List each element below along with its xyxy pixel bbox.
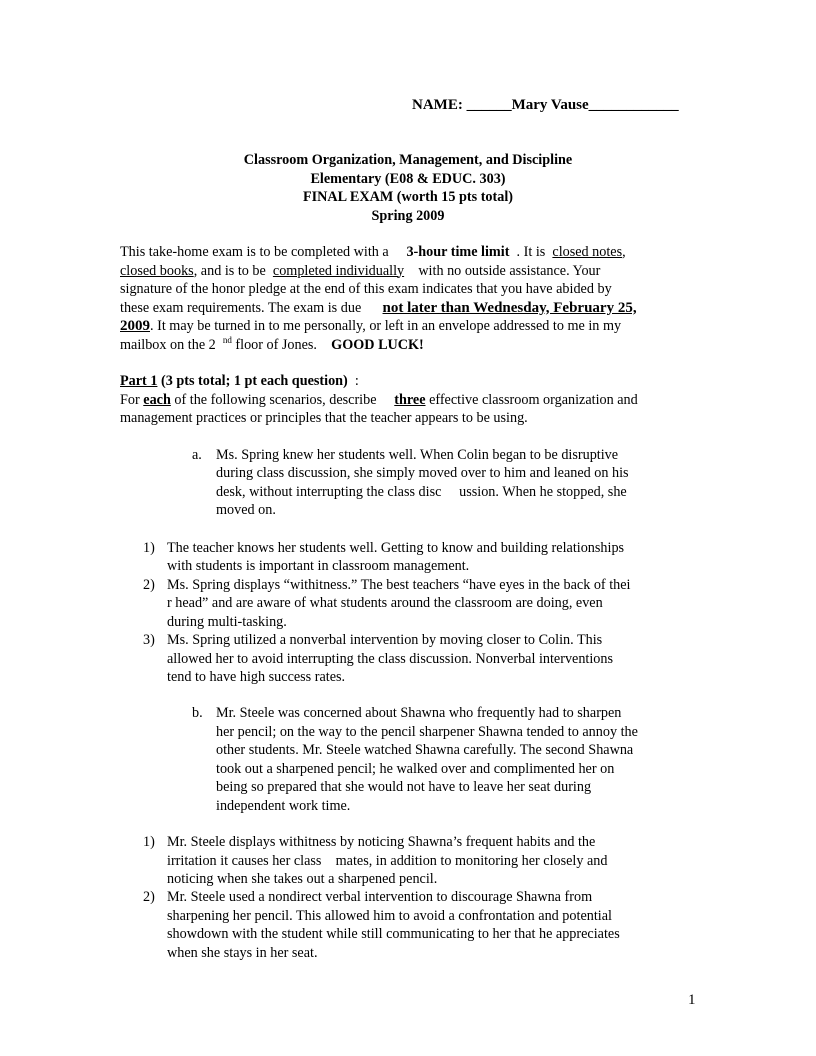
time-limit: 3-hour time limit (406, 244, 510, 260)
good-luck: GOOD LUCK! (331, 336, 424, 353)
intro-line-1: This take-home exam is to be completed with a 3-hour time limit . It is closed notes, (120, 244, 626, 260)
answer-b1: Mr. Steele displays withitness by noticing Shawna’s frequent habits and the irritation it causes her class mates, in addition to monitoring her closely and noticing when she takes out a sharpened pencil. (167, 834, 608, 887)
answer-a1-number: 1) (143, 539, 155, 556)
intro-line-5: 2009. It may be turned in to me personally, or left in an envelope addressed to me in my (120, 318, 622, 334)
course-section: Elementary (E08 & EDUC. 303) (310, 170, 506, 187)
name-value: ______Mary Vause____________ (466, 97, 679, 113)
part1-title: Part 1 (120, 373, 158, 389)
answer-a2-number: 2) (143, 576, 155, 593)
intro-line-3: signature of the honor pledge at the end of this exam indicates that you have abided by (120, 281, 612, 297)
answer-a2: Ms. Spring displays “withitness.” The best teachers “have eyes in the back of thei r head” and are aware of what students around the classroom are doing, even during multi-tasking. (167, 576, 631, 630)
due-year: 2009 (120, 318, 150, 334)
due-date: not later than Wednesday, February 25, (382, 299, 637, 316)
course-title: Classroom Organization, Management, and Discipline (243, 152, 573, 168)
exam-term: Spring 2009 (371, 207, 445, 224)
part1-points: (3 pts total; 1 pt each question) (160, 373, 348, 389)
answer-a1: The teacher knows her students well. Getting to know and building relationships with students is important in classroom management. (167, 539, 625, 574)
name-label: NAME: (412, 97, 463, 113)
closed-notes: closed notes (552, 244, 623, 260)
exam-title: FINAL EXAM (worth 15 pts total) (302, 189, 514, 205)
answer-b1-number: 1) (143, 834, 155, 850)
closed-books: closed books (120, 262, 194, 279)
answer-b2-number: 2) (143, 889, 155, 905)
scenario-a-label: a. (192, 446, 202, 463)
answer-a3: Ms. Spring utilized a nonverbal intervention by moving closer to Colin. This allowed her to avoid interrupting the class discussion. Nonverbal interventions tend to have high success rates. (167, 632, 614, 685)
scenario-b-text: Mr. Steele was concerned about Shawna who frequently had to sharpen her pencil; on the way to the pencil sharpener Shawna tended to annoy the other students. Mr. Steele watched Shawna carefully. The second Shawna took out a sharpened pencil; he walked over and complimented her on being so prepared that she would not have to leave her seat during independent work time. (216, 705, 638, 814)
part1-heading: Part 1 (3 pts total; 1 pt each question) : (120, 373, 359, 389)
page-number: 1 (688, 992, 696, 1008)
answer-a3-number: 3) (143, 632, 155, 648)
scenario-a-text: Ms. Spring knew her students well. When Colin began to be disruptive during class discussion, she simply moved over to him and leaned on his desk, without interrupting the class disc ussion. When he stopped, she moved on. (216, 446, 629, 518)
name-field (412, 96, 679, 115)
scenario-b-label: b. (192, 705, 203, 721)
intro-line-6: mailbox on the 2 $^{nd}$ floor of Jones. GOOD LUCK! (120, 334, 424, 353)
part1-instructions-2: management practices or principles that the teacher appears to be using. (120, 410, 528, 426)
completed-individually: completed individually (272, 262, 405, 279)
answer-b2: Mr. Steele used a nondirect verbal intervention to discourage Shawna from sharpening her pencil. This allowed him to avoid a confrontation and potential showdown with the student while still communicating to her that he appreciates when she stays in her seat. (167, 889, 620, 961)
part1-instructions-1: For each of the following scenarios, describe three effective classroom organization and (120, 391, 638, 408)
intro-line-4: these exam requirements. The exam is due not later than Wednesday, February 25, (120, 299, 637, 316)
intro-line-2: closed books, and is to be completed individually with no outside assistance. Your (120, 262, 601, 279)
